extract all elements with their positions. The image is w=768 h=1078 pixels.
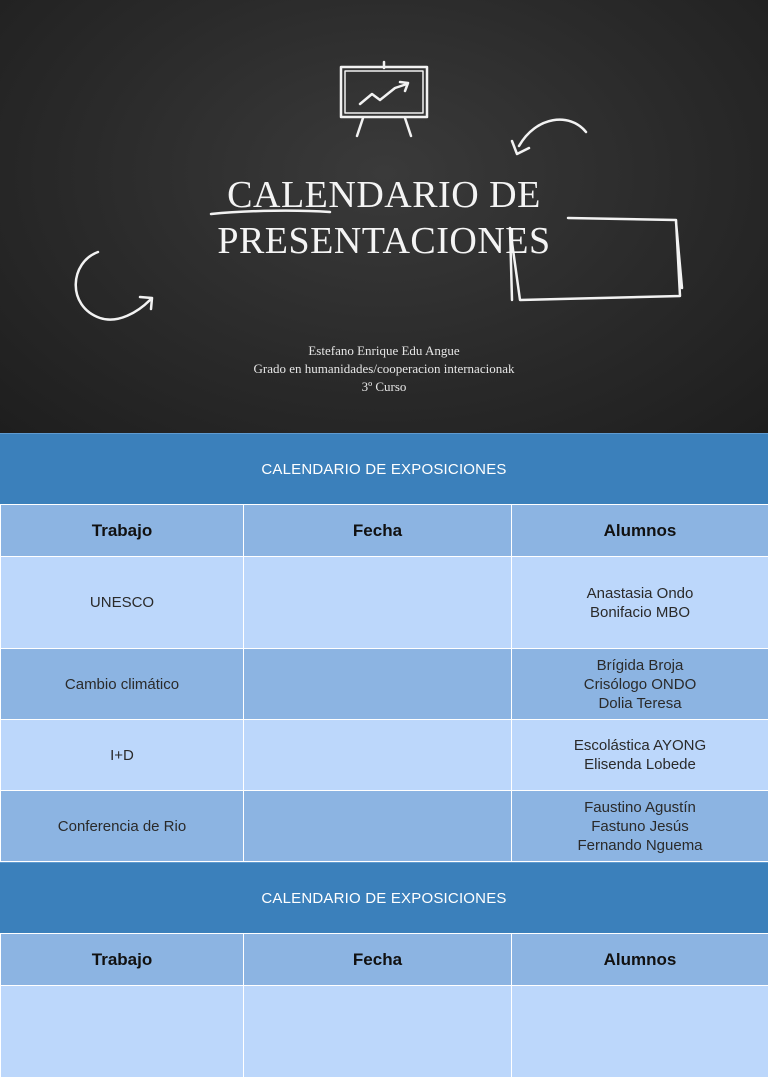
student-name: Faustino Agustín <box>518 798 762 817</box>
cell-trabajo: Cambio climático <box>1 649 244 720</box>
cell-fecha <box>244 791 512 862</box>
column-header-alumnos: Alumnos <box>512 505 768 557</box>
column-header-trabajo: Trabajo <box>1 505 244 557</box>
cell-alumnos <box>512 791 768 862</box>
table-row <box>1 557 768 649</box>
title-line-2: PRESENTACIONES <box>0 218 768 264</box>
cell-alumnos <box>512 720 768 791</box>
student-name: Dolia Teresa <box>518 694 762 713</box>
cell-fecha <box>244 557 512 649</box>
schedule-table-1 <box>0 433 768 862</box>
column-header-alumnos: Alumnos <box>512 934 768 986</box>
cell-trabajo: UNESCO <box>1 557 244 649</box>
title-line-1: CALENDARIO DE <box>0 172 768 218</box>
degree-name: Grado en humanidades/cooperacion internacionak <box>0 360 768 378</box>
cell-fecha <box>244 986 512 1078</box>
student-name: Crisólogo ONDO <box>518 675 762 694</box>
cover-slide <box>0 0 768 433</box>
cell-trabajo: Conferencia de Rio <box>1 791 244 862</box>
student-name: Fernando Nguema <box>518 836 762 855</box>
cell-alumnos <box>512 986 768 1078</box>
cell-fecha <box>244 720 512 791</box>
author-name: Estefano Enrique Edu Angue <box>0 342 768 360</box>
column-header-fecha: Fecha <box>244 934 512 986</box>
student-name: Bonifacio MBO <box>518 603 762 622</box>
presentation-board-icon <box>341 62 427 136</box>
table-row <box>1 649 768 720</box>
course-year: 3º Curso <box>0 378 768 396</box>
cell-trabajo <box>1 986 244 1078</box>
schedule-table-2 <box>0 862 768 1078</box>
table-row <box>1 986 768 1078</box>
student-name: Fastuno Jesús <box>518 817 762 836</box>
student-name: Anastasia Ondo <box>518 584 762 603</box>
cover-title <box>0 172 768 264</box>
table-header-title: CALENDARIO DE EXPOSICIONES <box>0 433 768 504</box>
table-row <box>1 791 768 862</box>
cell-alumnos <box>512 649 768 720</box>
curved-arrow-top-right <box>519 120 586 146</box>
table-header-title: CALENDARIO DE EXPOSICIONES <box>0 862 768 933</box>
column-header-fecha: Fecha <box>244 505 512 557</box>
student-name: Elisenda Lobede <box>518 755 762 774</box>
cell-trabajo: I+D <box>1 720 244 791</box>
cell-alumnos <box>512 557 768 649</box>
cover-subtitle <box>0 342 768 396</box>
column-header-trabajo: Trabajo <box>1 934 244 986</box>
cell-fecha <box>244 649 512 720</box>
student-name: Escolástica AYONG <box>518 736 762 755</box>
table-row <box>1 720 768 791</box>
student-name: Brígida Broja <box>518 656 762 675</box>
